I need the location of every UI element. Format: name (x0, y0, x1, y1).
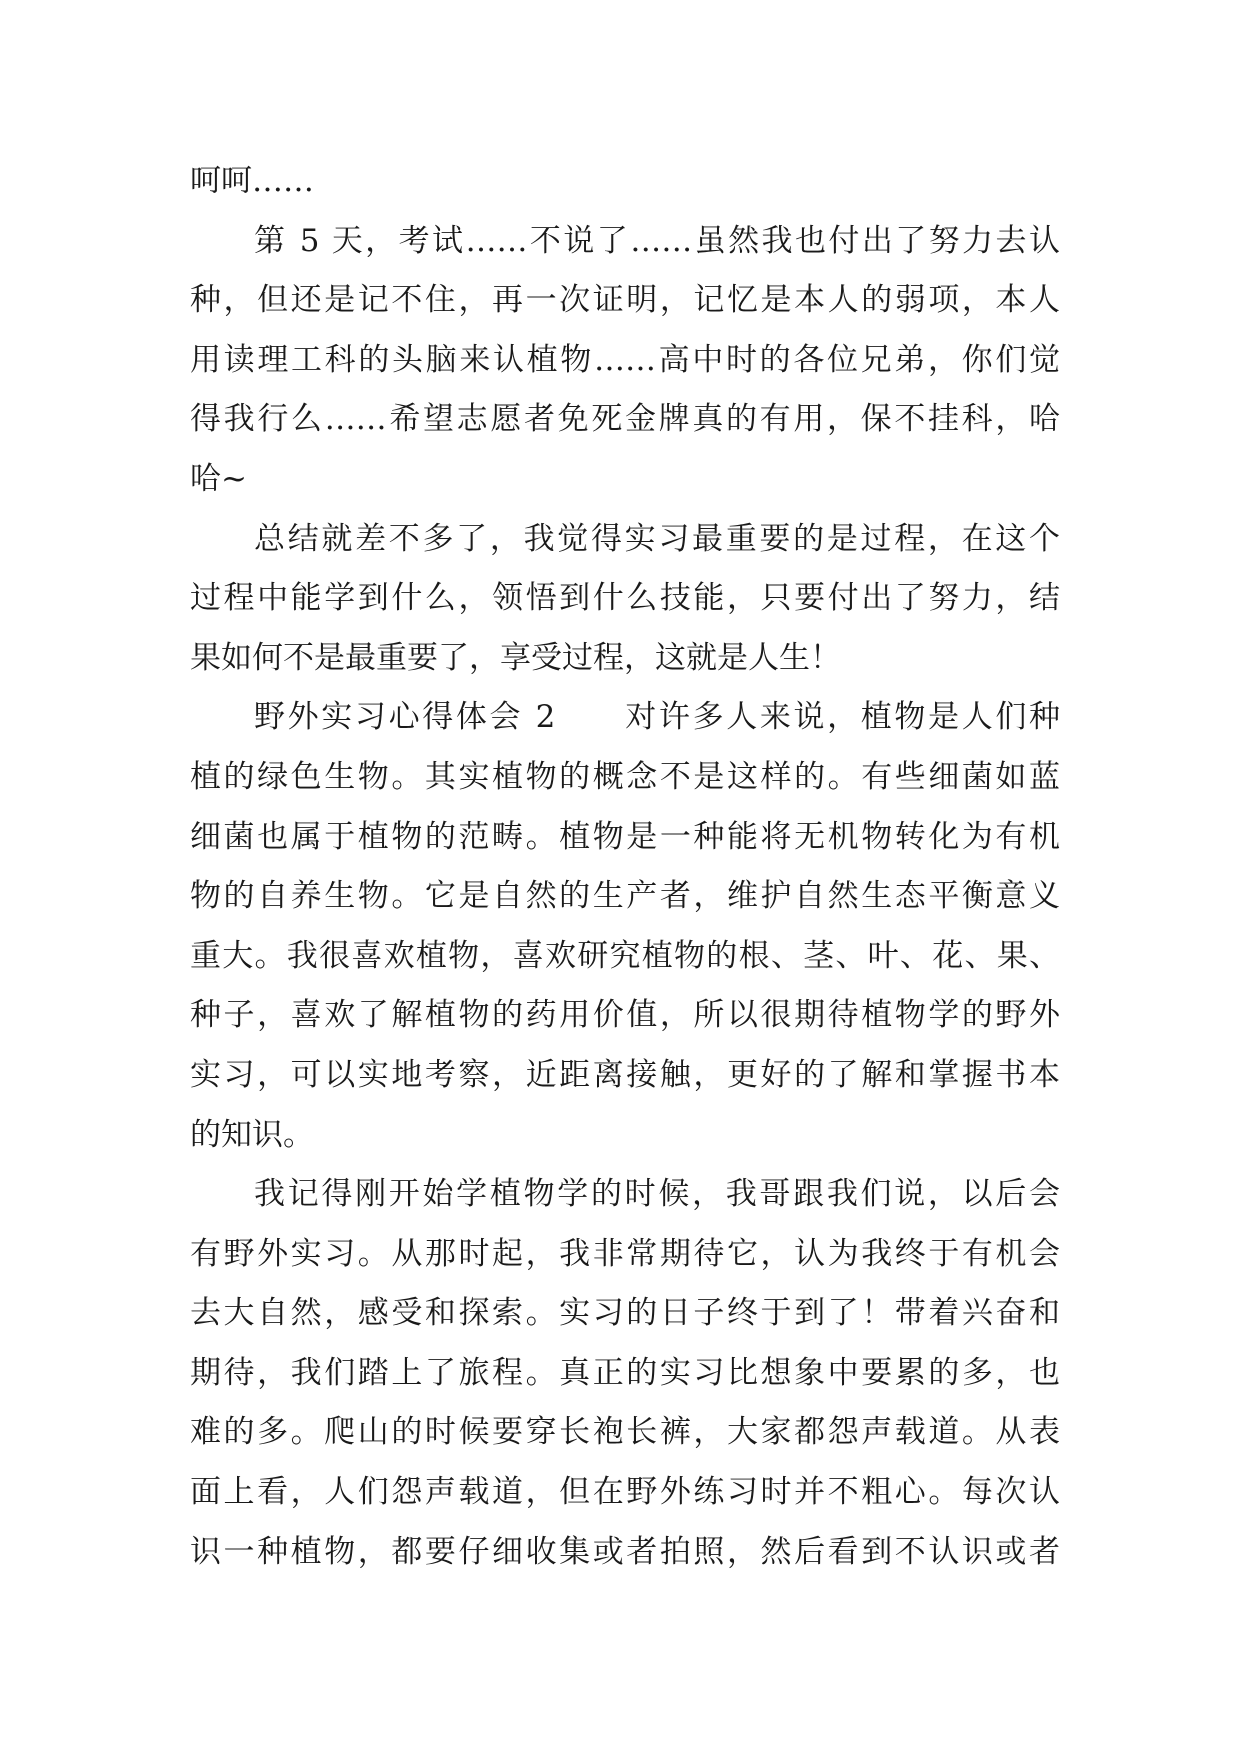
text-line: 的知识。 (190, 1116, 314, 1153)
text-line: 第 5 天，考试……不说了……虽然我也付出了努力去认 (254, 222, 1060, 259)
text-line: 细菌也属于植物的范畴。植物是一种能将无机物转化为有机 (190, 818, 1060, 855)
text-line: 植的绿色生物。其实植物的概念不是这样的。有些细菌如蓝 (190, 758, 1060, 795)
text-line: 期待，我们踏上了旅程。真正的实习比想象中要累的多，也 (190, 1354, 1060, 1391)
text-line: 难的多。爬山的时候要穿长袍长裤，大家都怨声载道。从表 (190, 1414, 1060, 1451)
text-line: 去大自然，感受和探索。实习的日子终于到了！带着兴奋和 (190, 1295, 1060, 1332)
text-line: 哈~ (190, 460, 247, 497)
text-line: 用读理工科的头脑来认植物……高中时的各位兄弟，你们觉 (190, 341, 1060, 378)
text-line: 面上看，人们怨声载道，但在野外练习时并不粗心。每次认 (190, 1474, 1060, 1511)
text-line: 得我行么……希望志愿者免死金牌真的有用，保不挂科，哈 (190, 401, 1060, 438)
text-line: 重大。我很喜欢植物，喜欢研究植物的根、茎、叶、花、果、 (190, 937, 1060, 974)
text-line: 实习，可以实地考察，近距离接触，更好的了解和掌握书本 (190, 1056, 1060, 1093)
text-line: 种，但还是记不住，再一次证明，记忆是本人的弱项，本人 (190, 282, 1060, 319)
text-line: 果如何不是最重要了，享受过程，这就是人生！ (190, 639, 841, 676)
text-line: 识一种植物，都要仔细收集或者拍照，然后看到不认识或者 (190, 1533, 1060, 1570)
body-text (190, 152, 1060, 1582)
text-line: 野外实习心得体会 2 对许多人来说，植物是人们种 (254, 699, 1060, 736)
text-line: 过程中能学到什么，领悟到什么技能，只要付出了努力，结 (190, 580, 1060, 617)
text-line: 呵呵…… (190, 163, 314, 199)
text-line: 我记得刚开始学植物学的时候，我哥跟我们说，以后会 (254, 1176, 1060, 1213)
text-line: 总结就差不多了，我觉得实习最重要的是过程，在这个 (254, 520, 1060, 557)
text-line: 物的自养生物。它是自然的生产者，维护自然生态平衡意义 (190, 878, 1060, 915)
text-line: 有野外实习。从那时起，我非常期待它，认为我终于有机会 (190, 1235, 1060, 1272)
text-line: 种子，喜欢了解植物的药用价值，所以很期待植物学的野外 (190, 997, 1060, 1034)
